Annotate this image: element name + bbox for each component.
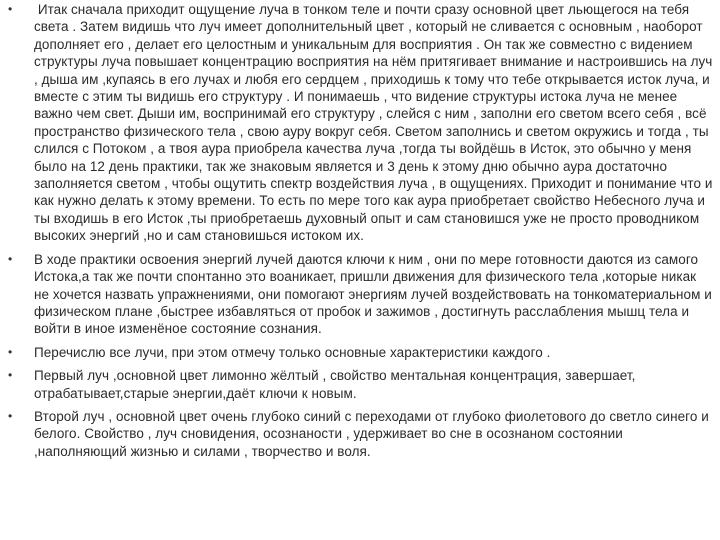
paragraph-text: В ходе практики освоения энергий лучей даются ключи к ним , они по мере готовности даются из самого Истока,а так же почти спонтанно это воаникает, пришли движения для физического тела ,которые никак не хочется назвать упражнениями, они помогают энергиям лучей воздействовать на тонкоматериальном и физическом плане ,быстрее избавляться от пробок и зажимов , достигнуть расслабления мышц тела и войти в иное изменёное состояние сознания. <box>34 251 712 337</box>
list-item <box>6 251 714 338</box>
list-item <box>6 408 714 460</box>
list-item <box>6 344 714 361</box>
paragraph-text: Второй луч , основной цвет очень глубоко синий с переходами от глубоко фиолетового до светло синего и белого. Свойство , луч сновидения, осознаности , удерживает во сне в осознаном состоянии ,наполняющий жизнью и силами , творчество и воля. <box>34 408 709 459</box>
bullet-icon: • <box>8 408 13 423</box>
list-item <box>6 367 714 402</box>
bullet-icon: • <box>8 2 13 16</box>
bullet-icon: • <box>8 251 13 266</box>
paragraph-text: Итак сначала приходит ощущение луча в тонком теле и почти сразу основной цвет льющегося на тебя света . Затем видишь что луч имеет дополнительный цвет , который не сливается с основным , наоборот дополняет его , делает его целостным и уникальным для восприятия . Он так же совместно с видением структуры луча повышает концентрацию восприятия на нём притягивает внимание и настроившись на луч , дыша им ,купаясь в его лучах и любя его сердцем , приходишь к тому что тебе открывается исток луча, и вместе с этим ты видишь его структуру . И понимаешь , что видение структуры истока луча не менее важно чем свет. Дыши им, воспринимай его структуру , слейся с ним , заполни его светом всего себя , всё пространство физического тела , свою ауру вокруг себя. Светом заполнись и светом окружись и тогда , ты слился с Потоком , а твоя аура приобрела качества луча ,тогда ты войдёшь в Исток, это обычно у меня было на 12 день практики, так же знаковым является и 3 день к этому дню обычно аура достаточно заполняется светом , чтобы ощутить спектр воздействия луча , в ощущениях. Приходит и понимание что и как нужно делать к этому времени. То есть по мере того как аура приобретает свойство Небесного луча и ты входишь в его Исток ,ты приобретаешь духовный опыт и сам становишся уже не просто проводником высоких энергий ,но и сам становишься истоком их. <box>34 2 717 244</box>
bullet-icon: • <box>8 344 13 359</box>
paragraph-text: Первый луч ,основной цвет лимонно жёлтый , свойство ментальная концентрация, завершает, отрабатывает,старые энергии,даёт ключи к новым. <box>34 368 636 401</box>
list-item <box>6 1 717 245</box>
bullet-list <box>6 1 717 460</box>
paragraph-text: Перечислю все лучи, при этом отмечу только основные характеристики каждого . <box>34 344 551 360</box>
bullet-icon: • <box>8 368 13 383</box>
